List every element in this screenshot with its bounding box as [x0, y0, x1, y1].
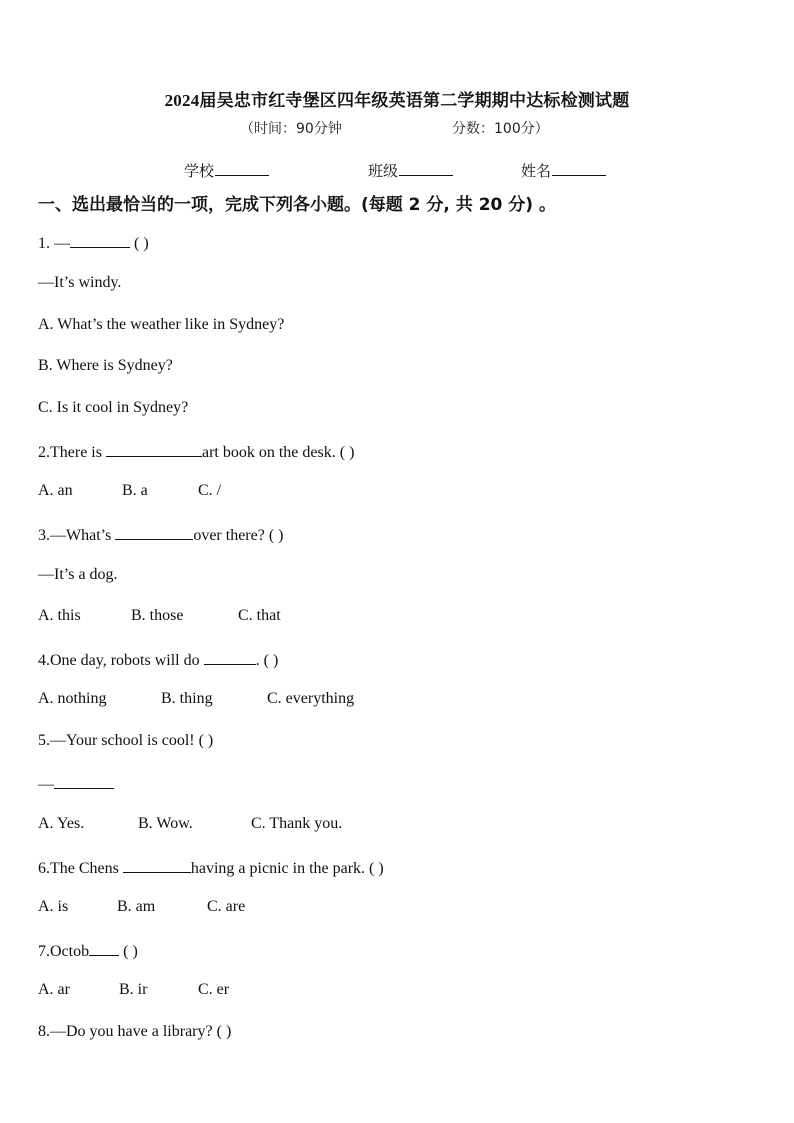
q3-suffix: over there? ( )	[193, 527, 284, 544]
q4-suffix: . ( )	[255, 652, 279, 669]
q4-prefix: 4.One day, robots will do	[38, 652, 200, 669]
q3-blank[interactable]	[115, 524, 193, 540]
question-3	[38, 524, 284, 545]
q3-option-c[interactable]: C. that	[238, 607, 281, 624]
question-8: 8.—Do you have a library? ( )	[38, 1023, 232, 1040]
q1-answer-line: —It’s windy.	[38, 274, 122, 291]
q2-prefix: 2.There is	[38, 444, 102, 461]
q7-prefix: 7.Octob	[38, 943, 90, 960]
q7-option-a[interactable]: A. ar	[38, 981, 70, 998]
q6-options	[38, 898, 245, 916]
class-blank[interactable]	[399, 161, 453, 176]
name-field	[521, 160, 606, 181]
q6-option-c[interactable]: C. are	[207, 898, 246, 915]
q3-option-a[interactable]: A. this	[38, 607, 81, 624]
q6-suffix: having a picnic in the park. ( )	[190, 860, 384, 877]
question-5: 5.—Your school is cool! ( )	[38, 732, 214, 749]
q7-suffix: ( )	[123, 943, 138, 960]
section-heading: 一、选出最恰当的一项，完成下列各小题。(每题 2 分, 共 20 分) 。	[38, 195, 556, 215]
question-2	[38, 441, 354, 462]
q7-options	[38, 981, 229, 999]
q7-blank[interactable]	[89, 940, 119, 956]
q4-blank[interactable]	[204, 649, 256, 665]
class-label: 班级	[368, 162, 399, 180]
exam-score: 分数：100分）	[452, 121, 549, 137]
q7-option-b[interactable]: B. ir	[119, 981, 148, 998]
q4-options	[38, 690, 354, 708]
question-4	[38, 649, 278, 670]
question-6	[38, 857, 384, 878]
q3-option-b[interactable]: B. those	[131, 607, 184, 624]
q1-blank[interactable]	[70, 232, 130, 248]
q2-option-c[interactable]: C. /	[198, 482, 222, 499]
q1-option-a[interactable]: A. What’s the weather like in Sydney?	[38, 316, 285, 333]
q3-answer-line: —It’s a dog.	[38, 566, 118, 583]
exam-title: 2024届吴忠市红寺堡区四年级英语第二学期期中达标检测试题	[164, 91, 630, 110]
q5-option-b[interactable]: B. Wow.	[138, 815, 193, 832]
class-field	[368, 160, 453, 181]
q6-prefix: 6.The Chens	[38, 860, 119, 877]
q2-option-b[interactable]: B. a	[122, 482, 148, 499]
name-label: 姓名	[521, 162, 552, 180]
school-label: 学校	[184, 162, 215, 180]
question-7	[38, 940, 138, 961]
q5-option-c[interactable]: C. Thank you.	[251, 815, 343, 832]
q5-options	[38, 815, 342, 833]
name-blank[interactable]	[552, 161, 606, 176]
q1-prefix: 1. —	[38, 235, 70, 252]
q6-blank[interactable]	[123, 857, 191, 873]
q4-option-a[interactable]: A. nothing	[38, 690, 107, 707]
q6-option-b[interactable]: B. am	[117, 898, 156, 915]
school-blank[interactable]	[215, 161, 269, 176]
q2-blank[interactable]	[106, 441, 202, 457]
school-field	[184, 160, 269, 181]
q3-options	[38, 607, 281, 625]
q4-option-b[interactable]: B. thing	[161, 690, 213, 707]
q5-answer-line	[38, 773, 114, 794]
q2-suffix: art book on the desk. ( )	[201, 444, 355, 461]
q1-suffix: ( )	[134, 235, 149, 252]
q4-option-c[interactable]: C. everything	[267, 690, 355, 707]
q3-prefix: 3.—What’s	[38, 527, 112, 544]
q1-option-c[interactable]: C. Is it cool in Sydney?	[38, 399, 189, 416]
q5-blank[interactable]	[54, 773, 114, 789]
q5-option-a[interactable]: A. Yes.	[38, 815, 85, 832]
q5-answer-prefix: —	[38, 776, 54, 793]
q6-option-a[interactable]: A. is	[38, 898, 69, 915]
q2-option-a[interactable]: A. an	[38, 482, 73, 499]
q1-option-b[interactable]: B. Where is Sydney?	[38, 357, 173, 374]
exam-time: （时间：90分钟	[240, 121, 342, 137]
q7-option-c[interactable]: C. er	[198, 981, 230, 998]
q2-options	[38, 482, 221, 500]
question-1	[38, 232, 149, 253]
